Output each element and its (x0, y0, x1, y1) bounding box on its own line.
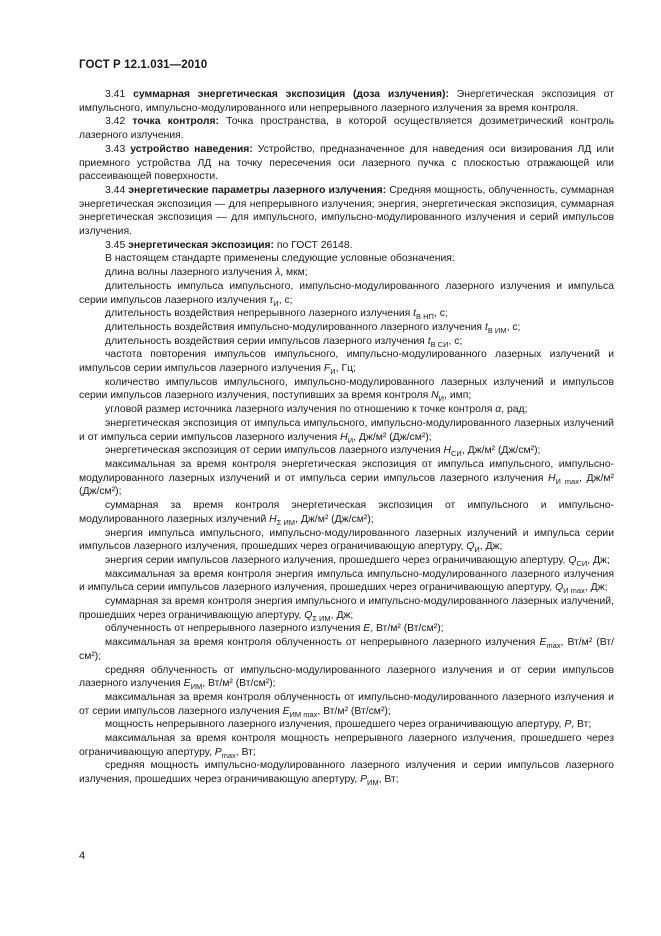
notation-item (79, 417, 614, 444)
notation-symbol: F (323, 363, 331, 375)
definition-number: 3.45 (105, 239, 126, 251)
definition-term: суммарная энергетическая экспозиция (доза излучения): (133, 89, 449, 100)
notation-unit: , Гц; (335, 363, 356, 375)
notation-symbol: P (564, 719, 572, 731)
notation-description: облученность от непрерывного лазерного излучения (105, 623, 364, 635)
notation-description: суммарная за время контроля энергия импульсного и импульсно-модулированного лазерных излучений, прошедших через ограничивающую апертуру, (79, 596, 614, 621)
notation-symbol: E (363, 623, 371, 635)
notation-unit: , Дж; (479, 541, 503, 553)
notation-unit: , Вт/м² (Вт/см²); (202, 678, 276, 690)
notation-unit: , Вт; (378, 774, 399, 786)
notation-symbol: H (548, 472, 556, 484)
notation-unit: , Дж/м² (Дж/см²); (461, 445, 541, 457)
notation-unit: , Дж/м² (Дж/см²); (353, 431, 432, 443)
notation-description: средняя мощность импульсно-модулированного лазерного излучения и серии импульсов лазерного излучения, прошедших через ограничивающую апертуру, (79, 760, 614, 786)
notation-subscript: И (330, 367, 336, 377)
notation-symbol: P (360, 774, 367, 786)
definition-number: 3.41 (105, 89, 126, 100)
definition-number: 3.44 (105, 184, 126, 196)
notation-unit: , с; (278, 294, 293, 306)
notation-subscript: И (474, 545, 480, 555)
notation-subscript: СИ (576, 558, 588, 568)
notation-item (79, 499, 614, 526)
definition-item (79, 184, 614, 239)
notation-description: длительность воздействия непрерывного лазерного излучения (105, 308, 414, 320)
notation-symbol: Q (555, 582, 564, 594)
notation-symbol: H (269, 513, 277, 525)
definition-text: по ГОСТ 26148. (274, 239, 353, 251)
notation-item (79, 636, 614, 663)
notation-description: длительность воздействия серии импульсов лазерного излучения (105, 335, 428, 347)
notation-description: угловой размер источника лазерного излучения по отношению к точке контроля (105, 404, 496, 416)
notation-intro: В настоящем стандарте применены следующие условные обозначения: (105, 253, 455, 265)
notation-item (79, 280, 614, 307)
notation-unit: , Вт; (571, 719, 592, 731)
notation-symbol: λ (275, 267, 281, 279)
notation-item (79, 335, 614, 349)
page-number: 4 (79, 850, 86, 862)
notation-subscript: СИ (451, 449, 462, 459)
notation-symbol: H (443, 445, 452, 457)
notation-description: максимальная за время контроля энергия импульса импульсно-модулированного лазерного излучения и импульса серии импульсов лазерного излучения, прошедших через ограничивающую апертуру, (79, 568, 614, 594)
notation-description: длительность импульса импульсного, импульсно-модулированного лазерного излучения и импульса серии импульсов лазерного излучения (79, 280, 614, 306)
notation-unit: , имп; (444, 390, 472, 402)
notation-unit: , Вт/м² (Вт/см²); (317, 705, 391, 717)
notation-unit: , Дж; (330, 609, 354, 621)
definition-item (79, 143, 614, 184)
notation-unit: , Дж/м² (Дж/см²); (79, 472, 614, 498)
notation-description: мощность непрерывного лазерного излучения, прошедшего через ограничивающую апертуру, (105, 719, 565, 731)
notation-symbol: t (484, 321, 488, 333)
notation-description: энергетическая экспозиция от импульса импульсного, импульсно-модулированного лазерных излучений и от импульса серии импульсов лазерного излучения (79, 417, 614, 443)
notation-subscript: В ИМ (487, 326, 507, 336)
notation-description: максимальная за время контроля энергетическая экспозиция от импульса импульсного, импульсно-модулированного лазерных излучений и от импульса серии импульсов лазерного излучения (79, 458, 614, 484)
definition-number: 3.42 (105, 116, 126, 128)
definition-text: Устройство, предназначенное для наведения оси визирования ЛД или приемного устройства ЛД на точку пересечения оси лазерного пучка с плоскостью отражающей или рассеивающей поверхности. (79, 143, 615, 183)
notation-item (79, 458, 614, 499)
notation-symbol: Q (304, 609, 313, 621)
definition-term: энергетические параметры лазерного излучения: (128, 184, 387, 196)
notation-item (79, 759, 614, 786)
notation-item (79, 568, 614, 595)
definition-text: Энергетическая экспозиция от импульсного, импульсно-модулированного или непрерывного лазерного излучения за время контроля. (79, 89, 614, 114)
notation-subscript: И (438, 394, 445, 404)
notation-subscript: Σ ИМ (312, 613, 331, 623)
definition-term: точка контроля: (132, 116, 219, 128)
notation-item (79, 376, 614, 403)
notation-symbol: α (495, 404, 502, 416)
notation-subscript: И max (555, 476, 579, 486)
notation-unit: , рад; (501, 404, 528, 416)
notation-subscript: И (273, 298, 279, 308)
notation-symbol: τ (269, 294, 274, 306)
notation-description: максимальная за время контроля мощность непрерывного лазерного излучения, прошедшего через ограничивающую апертуру, (79, 733, 614, 758)
notation-unit: , Дж; (584, 582, 608, 594)
notation-subscript: ИМ max (289, 709, 318, 719)
definition-term: устройство наведения: (130, 143, 253, 155)
notation-item (79, 321, 614, 335)
notation-item (79, 444, 614, 458)
notation-unit: , Вт/м² (Вт/см²); (79, 637, 614, 662)
notation-subscript: ИМ (190, 682, 203, 692)
definition-text: Точка пространства, в которой осуществляется дозиметрический контроль лазерного излучения. (79, 116, 614, 142)
notation-description: энергия импульса импульсного, импульсно-модулированного лазерных излучений и импульса серии импульсов лазерного излучения, прошедших через ограничивающую апертуру, (79, 527, 614, 553)
notation-symbol: P (214, 746, 222, 758)
notation-unit: , Дж; (587, 554, 610, 566)
notation-subscript: И (347, 435, 354, 445)
notation-symbol: H (340, 431, 348, 443)
document-body (79, 88, 614, 787)
notation-symbol: N (431, 390, 439, 402)
notation-symbol: E (539, 637, 547, 649)
notation-item (79, 622, 614, 636)
notation-unit: , мкм; (280, 267, 308, 279)
notation-subscript: В НП (416, 312, 434, 322)
notation-description: частота повторения импульсов импульсного, импульсно-модулированного лазерных излучений и импульсов серии импульсов лазерного излучения (79, 349, 614, 375)
notation-subscript: И max (563, 586, 585, 596)
notation-description: количество импульсов импульсного, импульсно-модулированного лазерных излучений и импульсов серии импульсов лазерного излучения, поступивших за время контроля (79, 376, 614, 402)
notation-item (79, 348, 614, 375)
notation-description: суммарная за время контроля энергетическая экспозиция от импульсного и импульсно-модулированного лазерных излучений (79, 500, 614, 525)
notation-description: энергия серии импульсов лазерного излучения, прошедшего через ограничивающую апертуру, (105, 554, 569, 566)
notation-subscript: max (546, 641, 561, 651)
notation-item (79, 595, 614, 622)
notation-unit: , с; (448, 335, 463, 347)
notation-list (79, 266, 614, 787)
notation-item (79, 718, 614, 732)
definition-text: Средняя мощность, облученность, суммарная энергетическая экспозиция — для непрерывного излучения; энергия, энергетическая экспозиция, суммарная энергетическая экспозиция — для импульсного, импульсно-модулированного излучения и серий импульсов излучения. (79, 184, 614, 238)
notation-subscript: В СИ (430, 339, 449, 349)
notation-symbol: E (282, 705, 290, 717)
notation-unit: , Вт/м² (Вт/см²); (370, 623, 444, 635)
definition-term: энергетическая экспозиция: (128, 239, 275, 251)
notation-symbol: Q (568, 554, 577, 566)
definition-item (79, 88, 614, 115)
notation-item (79, 307, 614, 321)
notation-symbol: Q (466, 541, 475, 553)
notation-subscript: max (221, 750, 236, 760)
notation-description: средняя облученность от импульсно-модулированного лазерного излучения и от серии импульсов лазерного излучения (79, 664, 614, 690)
notation-unit: , Вт; (235, 746, 256, 758)
notation-item (79, 527, 614, 554)
definition-item (79, 239, 614, 253)
definition-item (79, 115, 614, 142)
document-header: ГОСТ Р 12.1.031—2010 (79, 59, 208, 71)
notation-symbol: E (183, 678, 191, 690)
definitions-section (79, 88, 614, 252)
notation-item (79, 732, 614, 759)
notation-item (79, 266, 614, 280)
notation-item (79, 664, 614, 691)
notation-unit: , с; (433, 308, 448, 320)
notation-description: длительность воздействия импульсно-модулированного лазерного излучения (105, 321, 485, 333)
notation-description: длина волны лазерного излучения (105, 267, 276, 279)
notation-item (79, 554, 614, 568)
notation-description: максимальная за время контроля облученность от импульсно-модулированного лазерного излучения и от серии импульсов лазерного излучения (79, 691, 614, 717)
definition-number: 3.43 (105, 143, 126, 155)
notation-subscript: Σ ИМ (276, 517, 296, 527)
notation-description: максимальная за время контроля облученность от непрерывного лазерного излучения (105, 637, 540, 649)
notation-subscript: ИМ (367, 778, 379, 788)
notation-unit: , Дж/м² (Дж/см²); (295, 513, 374, 525)
notation-unit: , с; (506, 321, 521, 333)
notation-symbol: t (413, 308, 417, 320)
notation-description: энергетическая экспозиция от серии импульсов лазерного излучения (105, 445, 444, 457)
notation-symbol: t (427, 335, 431, 347)
notation-item (79, 691, 614, 718)
notation-item (79, 403, 614, 417)
